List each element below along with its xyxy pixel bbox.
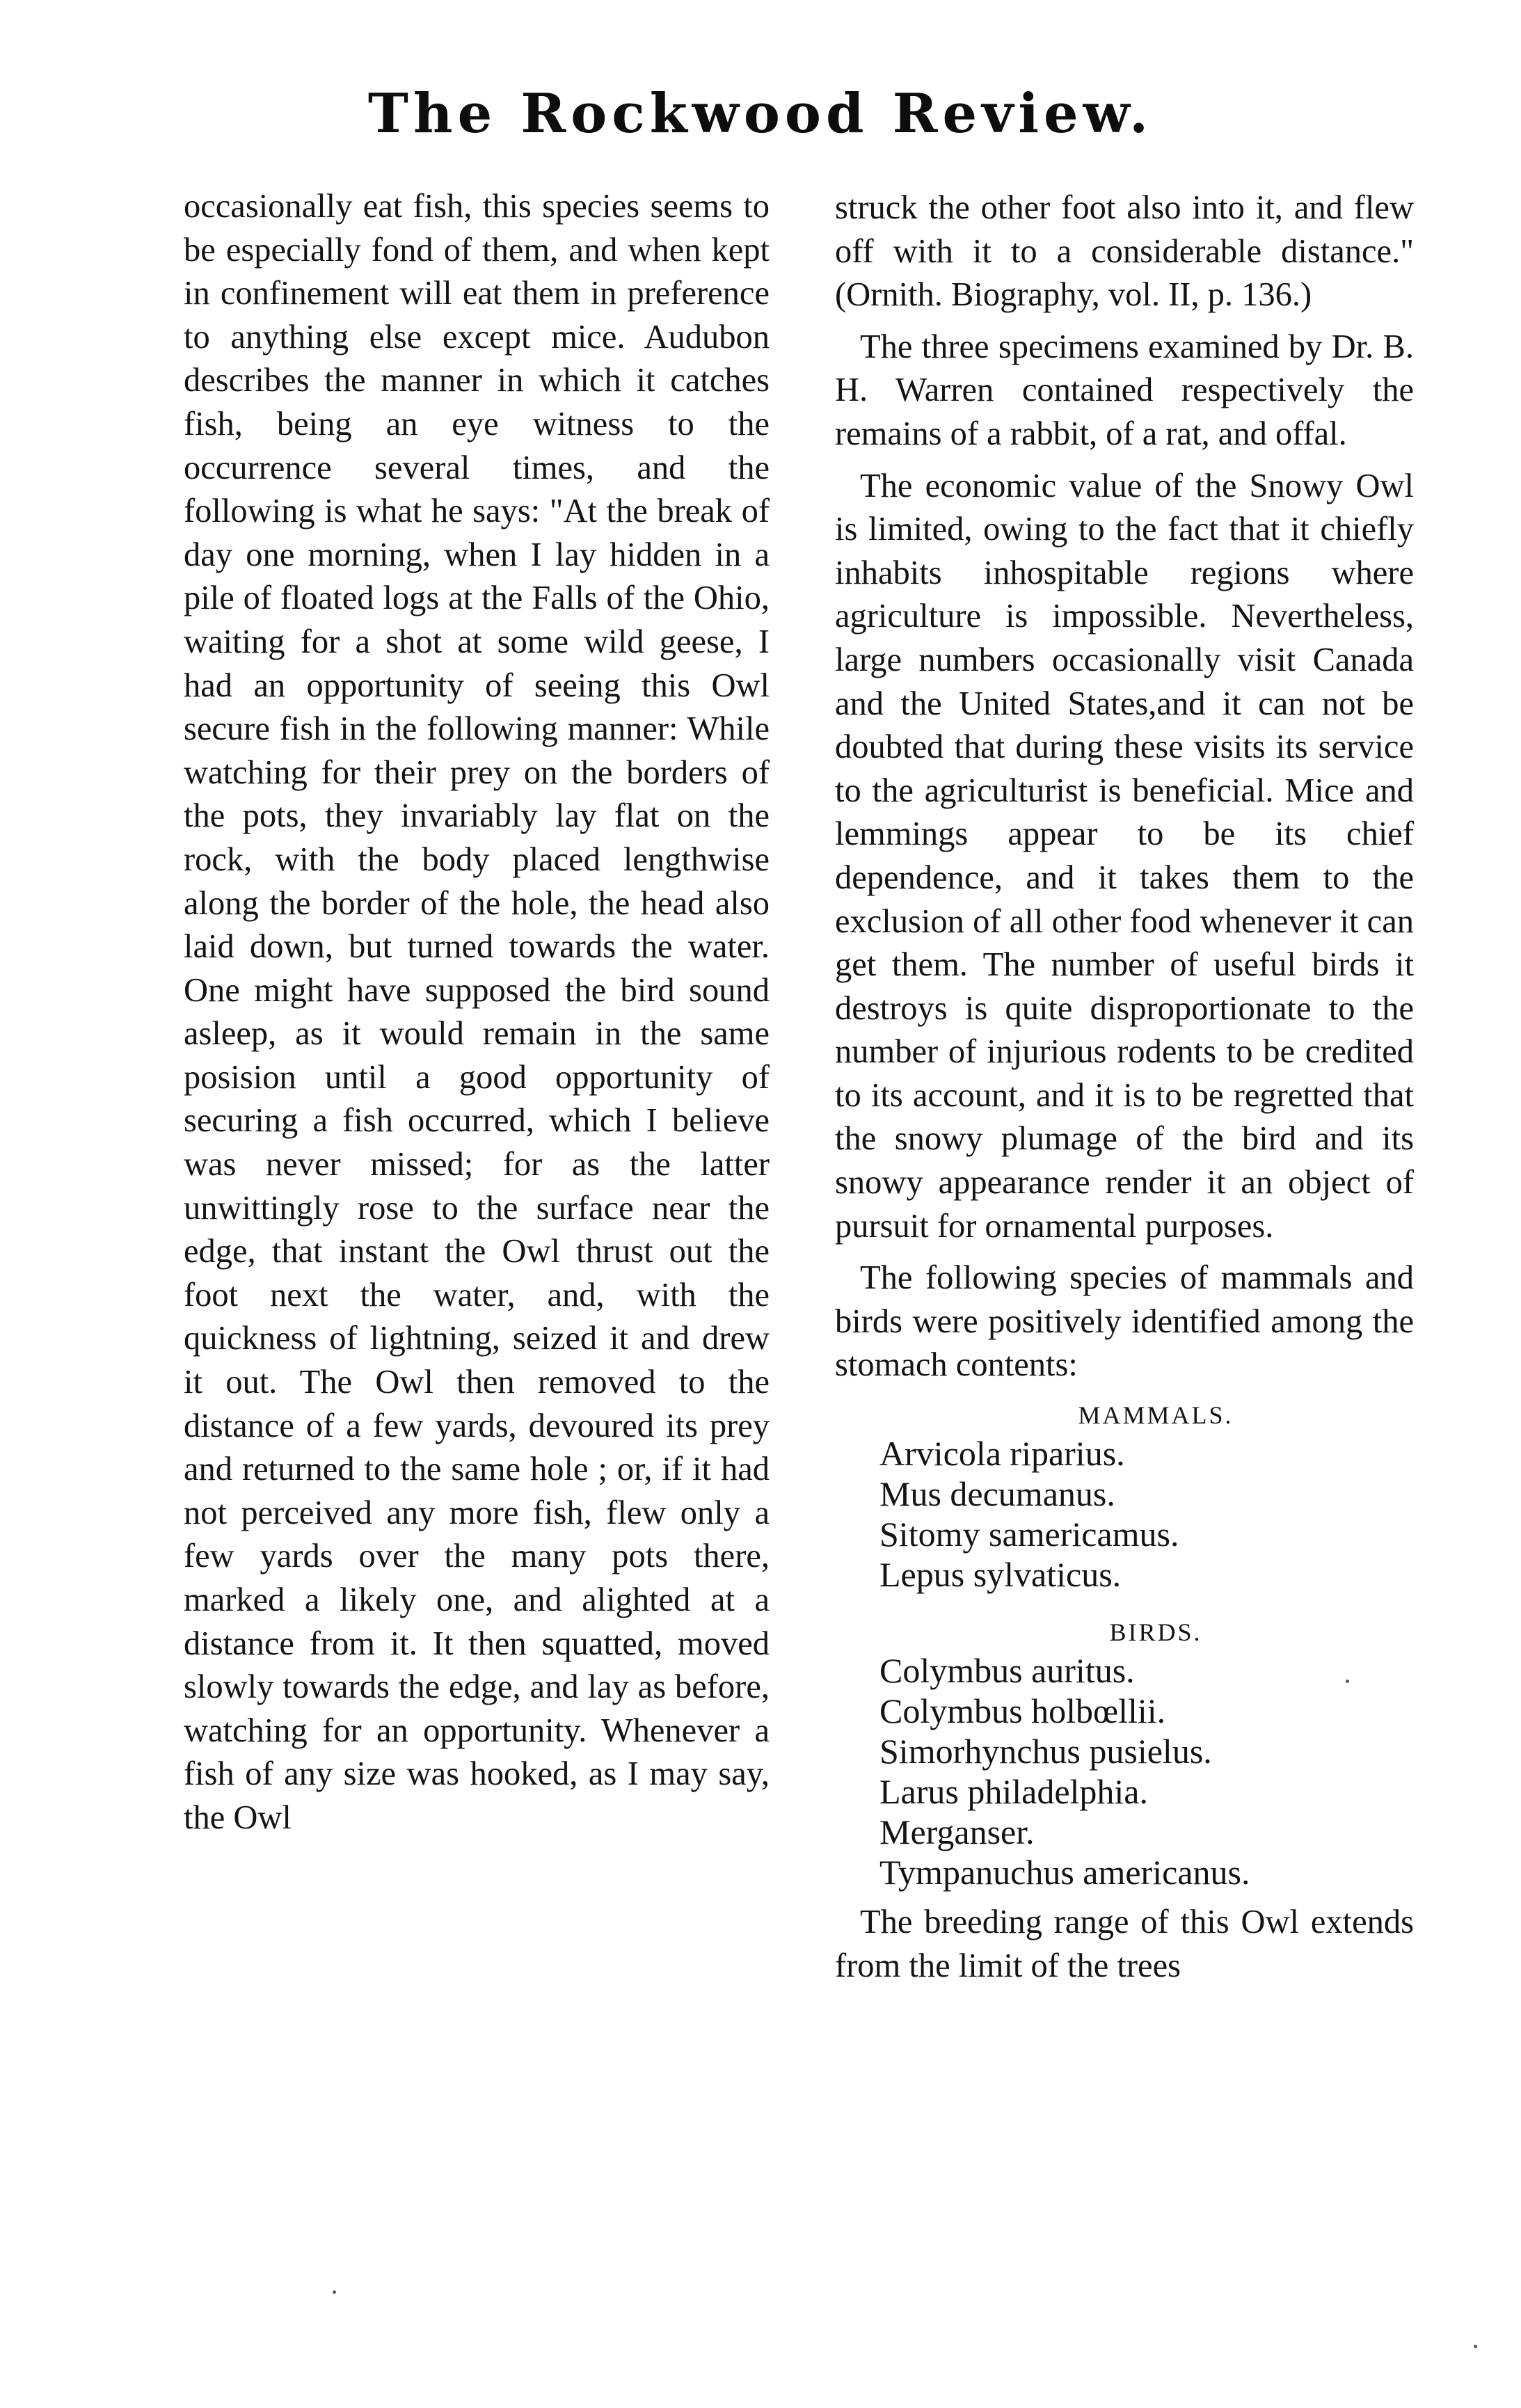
birds-heading: BIRDS.	[1109, 1618, 1202, 1647]
list-item: Sitomy samericamus.	[879, 1515, 1179, 1554]
list-item: Mus decumanus.	[879, 1474, 1115, 1514]
print-speck	[333, 2290, 336, 2294]
list-item: Tympanuchus americanus.	[879, 1853, 1250, 1892]
mammals-list	[835, 1433, 1414, 1595]
citation-continuation: struck the other foot also into it, and flew off with it to a considerable distance." (Ornith. Biography, vol. II, p. 136.)	[835, 189, 1414, 314]
paragraph-economic-value: The economic value of the Snowy Owl is limited, owing to the fact that it chiefly inhabits inhospitable regions where agriculture is impossible. Nevertheless, large numbers occasionally visit Canada and the United States,and it can not be doubted that during these visits its service to the agriculturist is beneficial. Mice and lemmings appear to be its chief dependence, and it takes them to the exclusion of all other food whenever it can get them. The number of useful birds it destroys is quite disproportionate to the number of injurious rodents to be credited to its account, and it is to be regretted that the snowy plumage of the bird and its snowy appearance render it an object of pursuit for ornamental purposes.	[835, 467, 1414, 1245]
list-item: Simorhynchus pusielus.	[879, 1732, 1212, 1771]
left-column-text: occasionally eat fish, this species seems to be especially fond of them, and when kept in confinement will eat them in preference to anything else except mice. Audubon describes the manner in which it catches fish, being an eye witness to the occurrence several times, and the following is what he says: "At the break of day one morning, when I lay hidden in a pile of floated logs at the Falls of the Ohio, waiting for a shot at some wild geese, I had an opportunity of seeing this Owl secure fish in the following manner: While watching for their prey on the borders of the pots, they invariably lay flat on the rock, with the body placed lengthwise along the border of the hole, the head also laid down, but turned towards the water. One might have supposed the bird sound asleep, as it would remain in the same posision until a good opportunity of securing a fish occurred, which I believe was never missed; for as the latter unwittingly rose to the surface near the edge, that instant the Owl thrust out the foot next the water, and, with the quickness of lightning, seized it and drew it out. The Owl then removed to the distance of a few yards, devoured its prey and returned to the same hole ; or, if it had not perceived any more fish, flew only a few yards over the many pots there, marked a likely one, and alighted at a distance from it. It then squatted, moved slowly towards the edge, and lay as before, watching for an opportunity. Whenever a fish of any size was hooked, as I may say, the Owl	[184, 188, 770, 1836]
list-item: Colymbus auritus.	[879, 1651, 1135, 1691]
print-speck	[1346, 1680, 1349, 1683]
list-item: Merganser.	[879, 1812, 1035, 1852]
right-column	[835, 186, 1414, 1988]
mammals-heading: MAMMALS.	[1078, 1401, 1234, 1430]
mammals-section	[835, 1397, 1414, 1595]
left-column	[184, 185, 770, 1840]
birds-section	[835, 1614, 1414, 1892]
list-item: Lepus sylvaticus.	[879, 1555, 1122, 1595]
birds-list	[835, 1650, 1414, 1892]
paragraph-breeding-range: The breeding range of this Owl extends from the limit of the trees	[835, 1904, 1414, 1984]
page-header-title: The Rockwood Review.	[367, 82, 1154, 145]
paragraph-species-list-intro: The following species of mammals and birds were positively identified among the stomach contents:	[835, 1259, 1414, 1384]
paragraph-specimens: The three specimens examined by Dr. B. H. Warren contained respectively the remains of a rabbit, of a rat, and offal.	[835, 328, 1414, 452]
list-item: Larus philadelphia.	[879, 1772, 1148, 1812]
list-item: Arvicola riparius.	[879, 1434, 1125, 1474]
list-item: Colymbus holbœllii.	[879, 1691, 1166, 1731]
print-speck	[1474, 2345, 1477, 2348]
